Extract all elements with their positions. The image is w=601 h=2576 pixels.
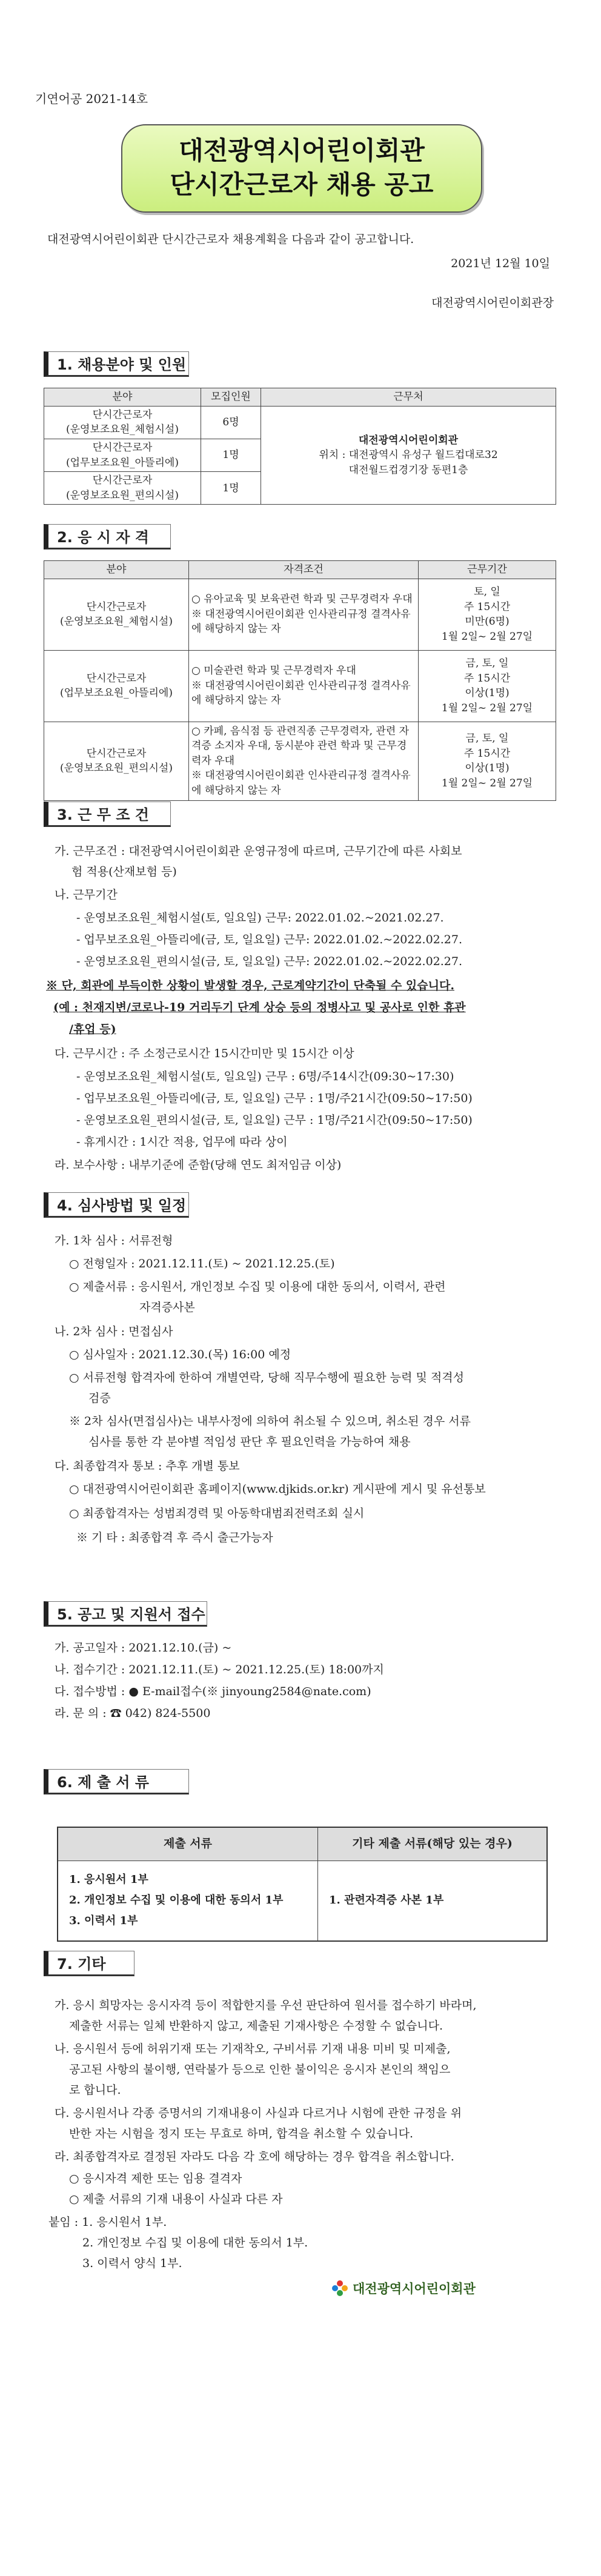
text-line: ○ 최종합격자는 성범죄경력 및 아동학대범죄전력조회 실시: [69, 1507, 365, 1520]
attachment-line: 2. 개인정보 수집 및 이용에 대한 동의서 1부.: [82, 2236, 308, 2249]
section-6-heading: 6. 제 출 서 류: [44, 1769, 189, 1794]
text-line: 나. 접수기간 : 2021.12.11.(토) ~ 2021.12.25.(토) 18:00까지: [55, 1663, 384, 1676]
logo-text: 대전광역시어린이회관: [353, 2282, 476, 2296]
text-line: 나. 2차 심사 : 면접심사: [55, 1325, 173, 1338]
text-line: ○ 제출 서류의 기재 내용이 사실과 다른 자: [69, 2193, 283, 2206]
work-conditions: [46, 842, 563, 1200]
document-item: 3. 이력서 1부: [69, 1914, 138, 1928]
text-line: 가. 공고일자 : 2021.12.10.(금) ~: [55, 1641, 232, 1655]
text-line: ※ 기 타 : 최종합격 후 즉시 출근가능자: [76, 1531, 273, 1544]
required-documents-cell: [58, 1861, 318, 1941]
text-line: 험 적용(산재보험 등): [71, 865, 177, 878]
text-line: 가. 근무조건 : 대전광역시어린이회관 운영규정에 따르며, 근무기간에 따른 사회보: [55, 845, 462, 858]
screening-schedule: [55, 1232, 563, 1571]
text-line: ○ 전형일자 : 2021.12.11.(토) ~ 2021.12.25.(토): [69, 1257, 335, 1270]
header-documents: 제출 서류: [58, 1827, 318, 1861]
text-line: 라. 보수사항 : 내부기준에 준함(당해 연도 최저임금 이상): [55, 1158, 342, 1172]
header-field: 분야: [44, 388, 201, 407]
text-line: - 업무보조요원_아뜰리에(금, 토, 일요일) 근무: 2022.01.02.~2022.02.27.: [76, 933, 463, 946]
count-cell: 1명: [201, 472, 261, 505]
header-other-documents: 기타 제출 서류(해당 있는 경우): [318, 1827, 548, 1861]
text-line: - 휴게시간 : 1시간 적용, 업무에 따라 상이: [76, 1135, 288, 1149]
text-line: 나. 근무기간: [55, 888, 118, 901]
flower-logo-icon: [331, 2279, 349, 2297]
section-1-heading: 1. 채용분야 및 인원: [44, 351, 189, 377]
text-line: ○ 서류전형 합격자에 한하여 개별연락, 당해 직무수행에 필요한 능력 및 적격성: [69, 1371, 464, 1384]
header-condition: 자격조건: [189, 561, 419, 579]
header-field: 분야: [44, 561, 189, 579]
document-number: 기연어공 2021-14호: [35, 91, 148, 106]
count-cell: 6명: [201, 406, 261, 439]
text-line: 반한 자는 시험을 정지 또는 무효로 하며, 합격을 취소할 수 있습니다.: [69, 2127, 414, 2140]
text-line: ○ 제출서류 : 응시원서, 개인정보 수집 및 이용에 대한 동의서, 이력서, 관련: [69, 1280, 446, 1293]
workplace-name: 대전광역시어린이회관: [358, 434, 459, 446]
workplace-address-2: 대전월드컵경기장 동편1층: [348, 463, 468, 476]
text-line: 라. 최종합격자로 결정된 자라도 다음 각 호에 해당하는 경우 합격을 취소합니다.: [55, 2150, 454, 2163]
text-line: 검증: [88, 1392, 111, 1405]
document-item: 2. 개인정보 수집 및 이용에 대한 동의서 1부: [69, 1894, 284, 1907]
text-line: ○ 응시자격 제한 또는 임용 결격자: [69, 2172, 242, 2185]
text-line: 다. 최종합격자 통보 : 추후 개별 통보: [55, 1459, 240, 1473]
text-line: 다. 접수방법 : ● E-mail접수(※ jinyoung2584@nate.com): [55, 1685, 371, 1698]
header-count: 모집인원: [201, 388, 261, 407]
field-cell: 단시간근로자 (운영보조요원_체험시설): [44, 406, 201, 439]
text-line: - 운영보조요원_편의시설(금, 토, 일요일) 근무 : 1명/주21시간(09:50~17:50): [76, 1114, 473, 1127]
field-cell: 단시간근로자 (업무보조요원_아뜰리에): [44, 439, 201, 471]
field-cell: 단시간근로자 (운영보조요원_편의시설): [44, 722, 189, 800]
notice-line: ※ 단, 회관에 부득이한 상황이 발생할 경우, 근로계약기간이 단축될 수 있습니다.: [46, 979, 454, 992]
text-line: 제출한 서류는 일체 반환하지 않고, 제출된 기재사항은 수정할 수 없습니다.: [69, 2019, 443, 2033]
text-line: 라. 문 의 : ☎ 042) 824-5500: [55, 1707, 211, 1720]
intro-text: 대전광역시어린이회관 단시간근로자 채용계획을 다음과 같이 공고합니다.: [47, 233, 414, 246]
issuer: 대전광역시어린이회관장: [431, 296, 554, 310]
text-line: 심사를 통한 각 분야별 적임성 판단 후 필요인력을 가능하여 채용: [88, 1435, 411, 1449]
section-7-heading: 7. 기타: [44, 1951, 134, 1976]
text-line: - 운영보조요원_체험시설(토, 일요일) 근무 : 6명/주14시간(09:30~17:30): [76, 1070, 454, 1083]
title-banner: [121, 124, 482, 213]
period-cell: 금, 토, 일 주 15시간 이상(1명) 1월 2일~ 2월 27일: [419, 722, 556, 800]
text-line: 다. 응시원서나 각종 증명서의 기재내용이 사실과 다르거나 시험에 관한 규정을 위: [55, 2106, 462, 2120]
notice-line: /휴업 등): [69, 1023, 116, 1036]
section-4-heading: 4. 심사방법 및 일정: [44, 1192, 189, 1218]
other-documents-cell: 1. 관련자격증 사본 1부: [318, 1861, 548, 1941]
attachment-line: 붙임 : 1. 응시원서 1부.: [48, 2216, 167, 2229]
workplace-cell: [261, 406, 556, 505]
document-item: 1. 응시원서 1부: [69, 1873, 148, 1886]
misc-notes: [48, 1996, 563, 2457]
workplace-address-1: 위치 : 대전광역시 유성구 월드컵대로32: [319, 449, 498, 462]
title-line-2: 단시간근로자 채용 공고: [170, 170, 434, 199]
title-line-1: 대전광역시어린이회관: [179, 136, 425, 165]
header-period: 근무기간: [419, 561, 556, 579]
section-5-heading: 5. 공고 및 지원서 접수: [44, 1601, 207, 1627]
period-cell: 금, 토, 일 주 15시간 이상(1명) 1월 2일~ 2월 27일: [419, 650, 556, 722]
text-line: ○ 심사일자 : 2021.12.30.(목) 16:00 예정: [69, 1348, 291, 1361]
documents-table: [57, 1827, 548, 1942]
condition-cell: ○ 유아교육 및 보육관련 학과 및 근무경력자 우대 ※ 대전광역시어린이회관 인사관리규정 결격사유에 해당하지 않는 자: [189, 579, 419, 650]
text-line: - 운영보조요원_체험시설(토, 일요일) 근무: 2022.01.02.~2021.02.27.: [76, 911, 444, 925]
condition-cell: ○ 미술관련 학과 및 근무경력자 우대 ※ 대전광역시어린이회관 인사관리규정 결격사유에 해당하지 않는 자: [189, 650, 419, 722]
text-line: - 업무보조요원_아뜰리에(금, 토, 일요일) 근무 : 1명/주21시간(09:50~17:50): [76, 1092, 473, 1105]
section-3-heading: 3. 근 무 조 건: [44, 802, 171, 827]
qualification-table: [44, 560, 556, 801]
field-cell: 단시간근로자 (업무보조요원_아뜰리에): [44, 650, 189, 722]
text-line: 나. 응시원서 등에 허위기재 또는 기재착오, 구비서류 기재 내용 미비 및 미제출,: [55, 2042, 451, 2056]
attachment-line: 3. 이력서 양식 1부.: [82, 2257, 182, 2270]
application-info: [55, 1639, 563, 1730]
count-cell: 1명: [201, 439, 261, 471]
text-line: - 운영보조요원_편의시설(금, 토, 일요일) 근무: 2022.01.02.~2022.02.27.: [76, 955, 463, 968]
announcement-date: 2021년 12월 10일: [451, 257, 550, 270]
text-line: ※ 2차 심사(면접심사)는 내부사정에 의하여 취소될 수 있으며, 취소된 경우 서류: [69, 1415, 471, 1428]
field-cell: 단시간근로자 (운영보조요원_체험시설): [44, 579, 189, 650]
text-line: 다. 근무시간 : 주 소정근로시간 15시간미만 및 15시간 이상: [55, 1047, 354, 1060]
header-workplace: 근무처: [261, 388, 556, 407]
section-2-heading: 2. 응 시 자 격: [44, 524, 171, 549]
text-line: 자격증사본: [139, 1301, 195, 1314]
text-line: 가. 응시 희망자는 응시자격 등이 적합한지를 우선 판단하여 원서를 접수하기 바라며,: [55, 1999, 477, 2012]
text-line: 로 합니다.: [69, 2083, 121, 2097]
recruitment-table: [44, 388, 556, 505]
text-line: ○ 대전광역시어린이회관 홈페이지(www.djkids.or.kr) 게시판에 게시 및 유선통보: [69, 1482, 486, 1496]
field-cell: 단시간근로자 (운영보조요원_편의시설): [44, 472, 201, 505]
footer-logo: [331, 2279, 476, 2297]
text-line: 가. 1차 심사 : 서류전형: [55, 1234, 173, 1247]
text-line: 공고된 사항의 불이행, 연락불가 등으로 인한 불이익은 응시자 본인의 책임으: [69, 2063, 451, 2076]
period-cell: 토, 일 주 15시간 미만(6명) 1월 2일~ 2월 27일: [419, 579, 556, 650]
condition-cell: ○ 카페, 음식점 등 관련직종 근무경력자, 관련 자격증 소지자 우대, 동시분야 관련 학과 및 근무경력자 우대 ※ 대전광역시어린이회관 인사관리규정 결격사유에 해당하지 않는 자: [189, 722, 419, 800]
notice-line: (예 : 천재지변/코로나-19 거리두기 단계 상승 등의 정병사고 및 공사로 인한 휴관: [53, 1001, 466, 1014]
